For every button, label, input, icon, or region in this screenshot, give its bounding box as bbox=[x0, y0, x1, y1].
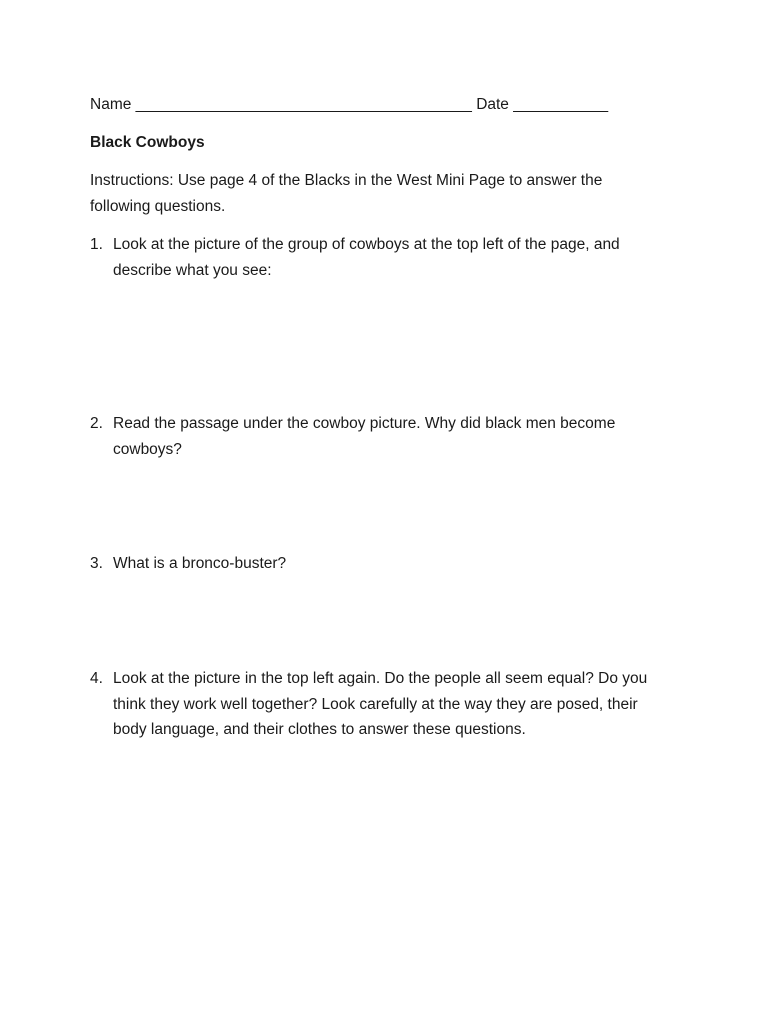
instructions bbox=[90, 168, 602, 220]
question-line: think they work well together? Look carefully at the way they are posed, their bbox=[113, 695, 638, 713]
question-line: Read the passage under the cowboy picture. Why did black men become bbox=[113, 415, 616, 432]
question-3 bbox=[90, 551, 690, 577]
question-4 bbox=[90, 666, 690, 743]
question-1 bbox=[90, 232, 690, 283]
question-text bbox=[113, 232, 688, 283]
question-text bbox=[113, 411, 688, 462]
question-text bbox=[113, 666, 688, 743]
question-number: 3. bbox=[90, 555, 103, 572]
date-blank: ___________ bbox=[513, 96, 609, 113]
name-label: Name bbox=[90, 96, 132, 113]
instructions-line-1: Instructions: Use page 4 of the Blacks in the West Mini Page to answer the bbox=[90, 172, 603, 189]
question-number: 4. bbox=[90, 670, 103, 687]
date-label: Date bbox=[476, 96, 509, 113]
question-line: body language, and their clothes to answer these questions. bbox=[113, 721, 526, 738]
question-number: 2. bbox=[90, 415, 103, 432]
worksheet-title: Black Cowboys bbox=[90, 134, 205, 151]
question-line: describe what you see: bbox=[113, 261, 272, 279]
name-date-row bbox=[90, 92, 608, 118]
question-2 bbox=[90, 411, 690, 462]
question-line: Look at the picture of the group of cowboys at the top left of the page, and bbox=[113, 236, 620, 253]
question-line: What is a bronco-buster? bbox=[113, 555, 287, 572]
question-text bbox=[113, 551, 688, 577]
instructions-line-2: following questions. bbox=[90, 198, 226, 215]
question-line: Look at the picture in the top left again. Do the people all seem equal? Do you bbox=[113, 670, 648, 687]
question-number: 1. bbox=[90, 236, 103, 253]
name-blank: _______________________________________ bbox=[135, 96, 472, 113]
question-line: cowboys? bbox=[113, 440, 182, 458]
